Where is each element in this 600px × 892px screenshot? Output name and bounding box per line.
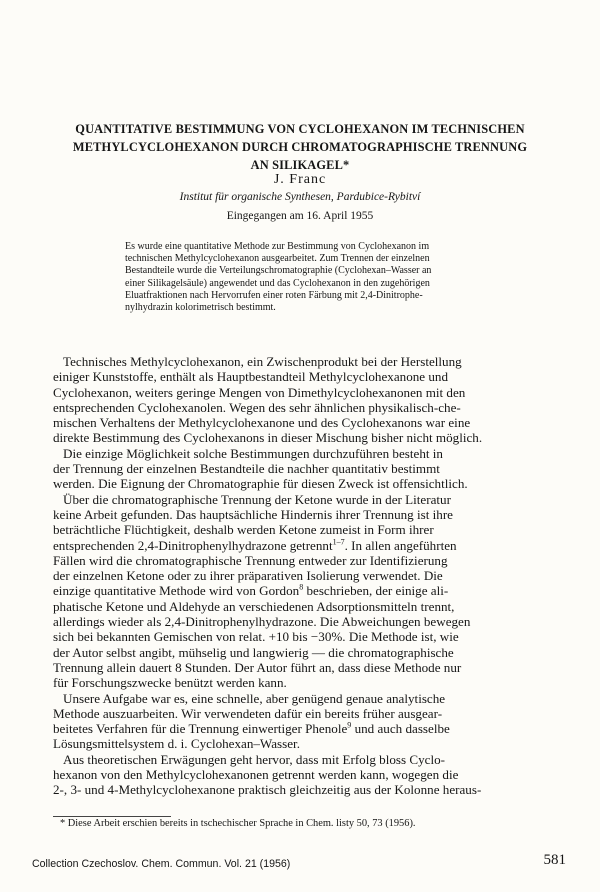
body-line xyxy=(53,721,553,736)
body-line: phatische Ketone und Aldehyde an verschiedenen Adsorptionsmitteln trennt, xyxy=(53,598,455,614)
abstract-line: Eluatfraktionen nach Hervorrufen einer roten Färbung mit 2,4-Dinitrophe- xyxy=(125,289,423,301)
article-title xyxy=(30,120,570,174)
reference-superscript: 9 xyxy=(347,720,352,730)
body-line: keine Arbeit gefunden. Das hauptsächliche Hindernis ihrer Trennung ist ihre xyxy=(53,506,453,522)
reference-superscript: 8 xyxy=(299,583,304,593)
author-name: J. Franc xyxy=(273,172,327,187)
body-line: Die einzige Möglichkeit solche Bestimmungen durchzuführen besteht in xyxy=(63,445,443,461)
page-number: 581 xyxy=(543,852,566,868)
body-line: einiger Kunststoffe, enthält als Hauptbestandteil Methylcyclohexanone und xyxy=(53,369,449,385)
body-line: allerdings wieder als 2,4-Dinitrophenylhydrazone. Die Abweichungen bewegen xyxy=(53,614,471,630)
institute: Institut für organische Synthesen, Pardubice-Rybitví xyxy=(179,191,421,203)
body-line: Über die chromatographische Trennung der Ketone wurde in der Literatur xyxy=(63,491,451,507)
body-line: Fällen wird die chromatographische Trennung entweder zur Identifizierung xyxy=(53,552,448,568)
body-line: der Autor selbst angibt, mühselig und langwierig — die chromatographische xyxy=(53,644,454,660)
body-line: direkte Bestimmung des Cyclohexanons in dieser Mischung bisher nicht möglich. xyxy=(53,430,483,446)
journal-citation: Collection Czechoslov. Chem. Commun. Vol. 21 (1956) xyxy=(32,858,291,870)
received-date: Eingegangen am 16. April 1955 xyxy=(226,210,374,222)
body-line: beträchtliche Flüchtigkeit, deshalb werden Ketone zumeist in Form ihrer xyxy=(53,522,434,538)
body-line: Methode auszuarbeiten. Wir verwendeten dafür ein bereits früher ausgear- xyxy=(53,705,443,721)
body-text-span: entsprechenden 2,4-Dinitrophenylhydrazone getrennt xyxy=(53,537,333,553)
abstract-line: technischen Methylcyclohexanon ausgearbeitet. Zum Trennen der einzelnen xyxy=(125,253,430,265)
body-text xyxy=(53,354,553,798)
body-line: der einzelnen Ketone oder zu ihrer präparativen Isolierung verwendet. Die xyxy=(53,568,443,584)
body-line: Aus theoretischen Erwägungen geht hervor, dass mit Erfolg bloss Cyclo- xyxy=(63,751,446,767)
body-line: entsprechenden Cyclohexanolen. Wegen des sehr ähnlichen physikalisch-che- xyxy=(53,399,461,415)
body-line xyxy=(53,538,553,553)
body-text-span: beschrieben, der einige ali- xyxy=(303,583,449,599)
abstract-line: Bestandteile wurde die Verteilungschromatographie (Cyclohexan–Wasser an xyxy=(125,265,432,277)
body-text-span: . In allen angeführten xyxy=(344,537,457,553)
body-line xyxy=(53,583,553,598)
body-line: 2-, 3- und 4-Methylcyclohexanone praktisch gleichzeitig aus der Kolonne heraus- xyxy=(53,782,482,798)
title-line-3: AN SILIKAGEL* xyxy=(250,158,350,172)
body-line: sich bei bekannten Gemischen von relat. +10 bis −30%. Die Methode ist, wie xyxy=(53,629,459,645)
body-text-span: einzige quantitative Methode wird von Gordon xyxy=(53,583,300,599)
body-line: Lösungsmittelsystem d. i. Cyclohexan–Wasser. xyxy=(53,736,300,752)
body-line: Cyclohexanon, weiters geringe Mengen von Dimethylcyclohexanonen mit den xyxy=(53,384,466,400)
body-line: Trennung allein dauert 8 Stunden. Der Autor führt an, dass diese Methode nur xyxy=(53,659,462,675)
abstract xyxy=(125,241,545,314)
body-text-span: und auch dasselbe xyxy=(351,721,450,737)
body-line: mischen Verhaltens der Methylcyclohexanone und des Cyclohexanons war eine xyxy=(53,415,471,431)
abstract-line: einer Silikagelsäule) angewendet und das Cyclohexanon in den zugehörigen xyxy=(125,277,430,289)
body-line: hexanon von den Methylcyclohexanonen getrennt werden kann, wogegen die xyxy=(53,767,459,783)
footnote: * Diese Arbeit erschien bereits in tschechischer Sprache in Chem. listy 50, 73 (1956). xyxy=(60,818,416,829)
body-line: für Forschungszwecke benützt werden kann. xyxy=(53,675,287,691)
body-line: werden. Die Eignung der Chromatographie für diesen Zweck ist offensichtlich. xyxy=(53,476,468,492)
abstract-line: nylhydrazin kolorimetrisch bestimmt. xyxy=(125,302,276,314)
title-line-1: QUANTITATIVE BESTIMMUNG VON CYCLOHEXANON IM TECHNISCHEN xyxy=(75,122,525,136)
abstract-line: Es wurde eine quantitative Methode zur Bestimmung von Cyclohexanon im xyxy=(125,241,430,252)
body-line: Unsere Aufgabe war es, eine schnelle, aber genügend genaue analytische xyxy=(63,690,446,706)
reference-superscript: 1–7 xyxy=(332,537,345,547)
title-line-2: METHYLCYCLOHEXANON DURCH CHROMATOGRAPHISCHE TRENNUNG xyxy=(72,140,528,154)
footnote-divider xyxy=(53,816,171,817)
body-line: Technisches Methylcyclohexanon, ein Zwischenprodukt bei der Herstellung xyxy=(63,354,462,369)
body-line: der Trennung der einzelnen Bestandteile die nachher quantitativ bestimmt xyxy=(53,461,440,477)
body-text-span: beitetes Verfahren für die Trennung einwertiger Phenole xyxy=(53,721,348,737)
